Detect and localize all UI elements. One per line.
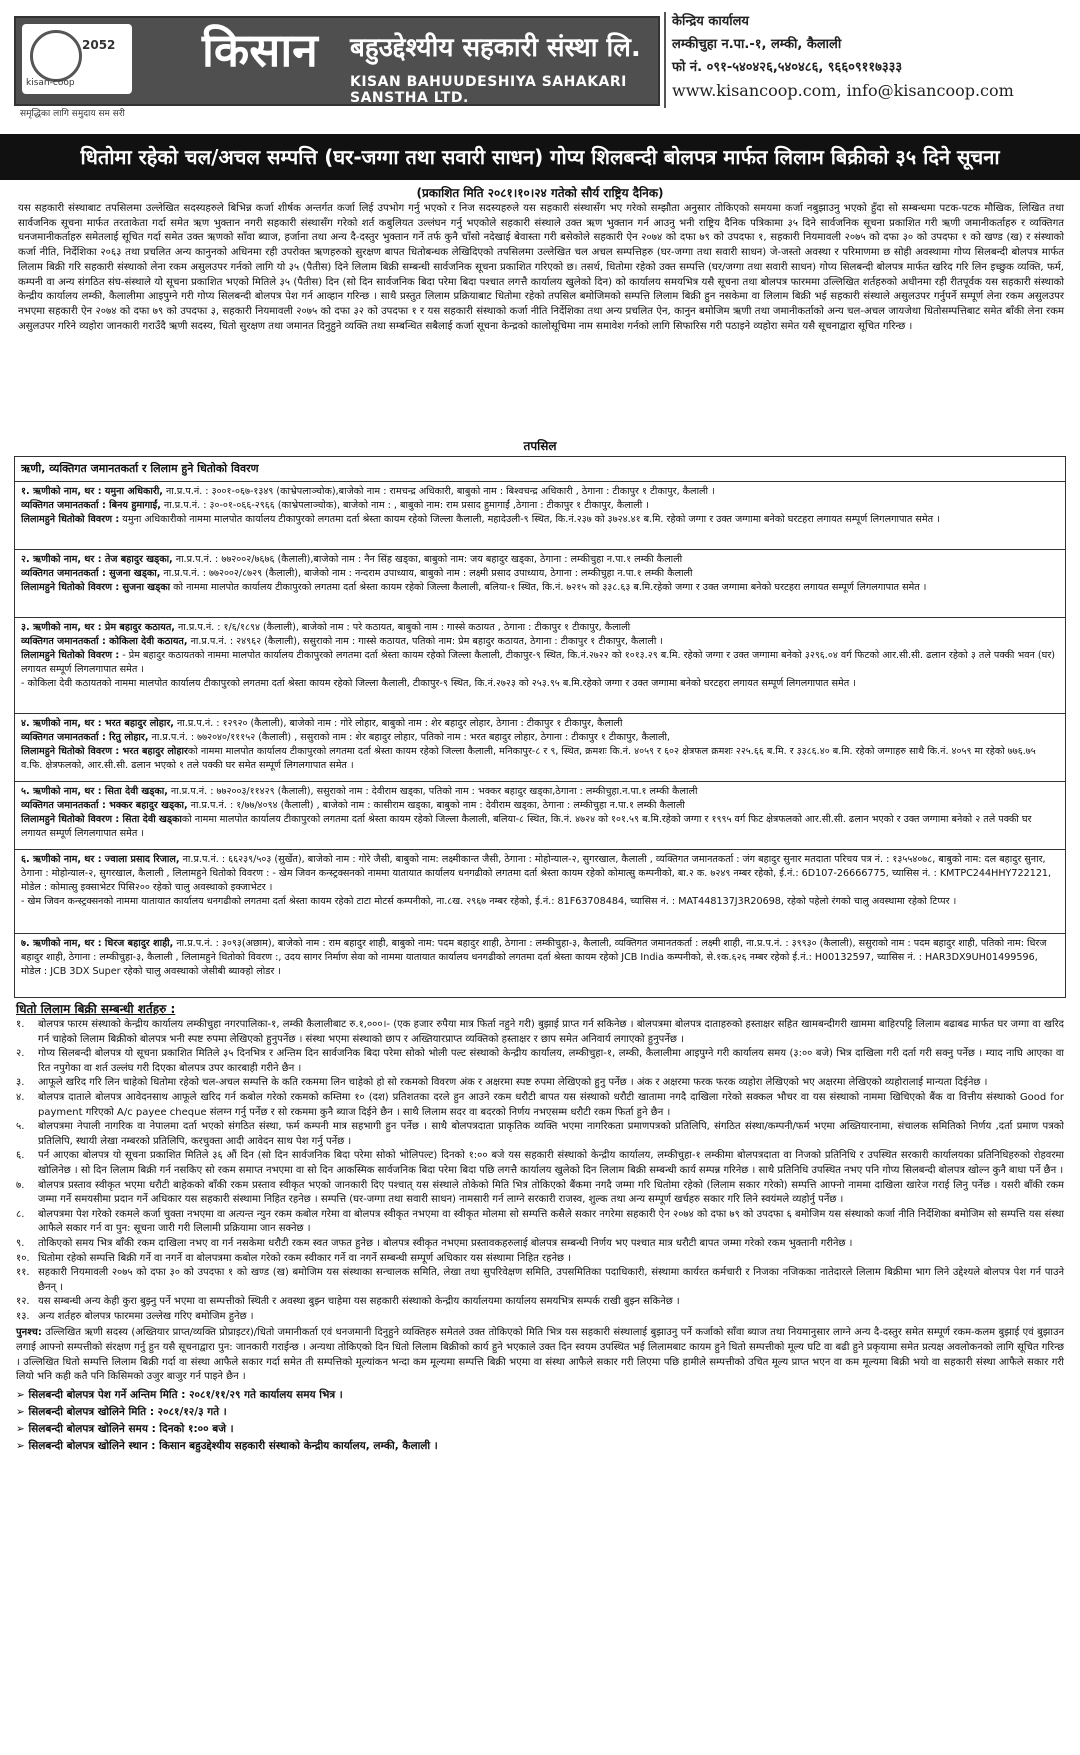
brand-name-devanagari-rest: बहुउद्देश्यीय सहकारी संस्था लि. xyxy=(350,33,641,63)
term-text: धितोमा रहेको सम्पत्ति बिक्री गर्ने वा नगर्ने वा बोलपत्रमा कबोल गरेको रकम स्वीकार गर्ने वा नगर्ने सम्बन्धी सम्पूर्ण अधिकार यस संस्थामा निहित रहनेछ । xyxy=(38,1252,571,1264)
terms-list xyxy=(16,1018,1064,1324)
deadline-item: ➢ सिलबन्दी बोलपत्र पेश गर्ने अन्तिम मिति : २०८१/११/२९ गते कार्यालय समय भित्र । xyxy=(16,1388,343,1401)
table-heading: ऋणी, व्यक्तिगत जमानतकर्ता र लिलाम हुने धितोको विवरण xyxy=(15,457,1065,482)
term-number: ४. xyxy=(16,1091,25,1103)
term-number: १. xyxy=(16,1019,25,1030)
term-text: बोलपत्रमा नेपाली नागरिक वा नेपालमा दर्ता भएको संगठित संस्था, फर्म कम्पनी मात्र सहभागी हुन पर्नेछ । साथै बोलपत्रदाता प्राकृतिक व्यक्ति भएमा नागरिकता प्रमाणपत्रको प्रतिलिपि, संगठित संस्था/कम्पनी/फर्म भएमा अख्तियारनामा, संचालक समितिको निर्णय ,दर्ता प्रमाण पत्रको प्रतिलिपि, स्थायी लेखा नम्बरको प्रतिलिपि, करचुक्ता आदी आवेदन साथ पेश गर्नु पर्नेछ । xyxy=(38,1121,1064,1147)
entry-line-label: ७. ऋणीको नाम, थर : धिरज बहादुर शाही, xyxy=(21,938,174,949)
entry-line-label: व्यक्तिगत जमानतकर्ता : सुजना खड्का, xyxy=(21,568,161,579)
entry-line xyxy=(21,499,1059,513)
entry-line xyxy=(21,567,1059,581)
term-item xyxy=(16,1179,1064,1208)
entry-line-text: को नाममा मालपोत कार्यालय टीकापुरको लगतमा दर्ता श्रेस्ता कायम रहेको जिल्ला कैलाली, बलिया-१ स्थित, कि.नं. ७२१५ को ३३८.६३ ब.मि.रहेको जग्गा र उक्त जग्गामा बनेको घरटहरा लगायत सम्पूर्ण लिगलगापात समेत । xyxy=(170,582,927,593)
term-number: १०. xyxy=(16,1252,30,1264)
entry-line-text: ना.प्र.प.नं. : १/७७/४०९४ (कैलाली) , बाजेको नाम : कासीराम खड्का, बाबुको नाम : देवीराम खड्का, ठेगाना : लम्कीचुहा न.पा.१ लम्की कैलाली xyxy=(187,800,685,811)
term-text: गोप्य सिलबन्दी बोलपत्र यो सूचना प्रकाशित मितिले ३५ दिनभित्र र अन्तिम दिन सार्वजनिक बिदा परेमा सोको भोली पल्ट संस्थाको केन्द्रीय कार्यालय, लम्कीचुहा-१, लम्की, कैलालीमा आइपुग्ने गरी कार्यालय समय (३:०० बजे) भित्र दाखिला गरी दर्ता गरी सक्नु पर्नेछ । म्याद नाघि आएका वा रित नपुगेका वा शर्त उल्लंघ गरी दिएका बोलपत्र उपर कारबाही गरीने छैन । xyxy=(38,1048,1064,1074)
entry-line xyxy=(21,813,1059,841)
term-text: पर्न आएका बोलपत्र यो सूचना प्रकाशित मितिले ३६ औं दिन (सो दिन सार्वजनिक बिदा परेमा सोको भोलिपल्ट) दिनको १:०० बजे यस सहकारी संस्थाको केन्द्रीय कार्यालय, लम्कीचुहा-१ लम्कीमा बोलपत्रदाता वा निजको प्रतिनिधि र उपस्थित सरकारी कार्यालयका प्रतिनिधिहरुको रोहवरमा खोलिनेछ । सो दिन लिलाम बिक्री गर्न नसकिए सो रकम समाप्त नभएमा वा सो दिन आकस्मिक सार्वजनिक बिदा परेमा बिदा पछि लगत्तै कार्यालय खुलेको दिन लिलाम बिक्री सम्बन्धी कार्य सम्पन्न गरिनेछ । साथै प्रतिनिधि उपस्थित नभए पनि गोप्य सिलबन्दी बोलपत्र खोल्न कुनै बाधा पर्ने छैन । xyxy=(38,1150,1064,1176)
entry-line-text: को नाममा मालपोत कार्यालय टीकापुरको लगतमा दर्ता श्रेस्ता कायम रहेको जिल्ला कैलाली, बलिया-८ स्थित, कि.नं. ४७२४ को १०१.५९ ब.मि.रहेको जग्गा र १९९५ वर्ग फिट क्षेत्रफलको आर.सी.सी. ढलान भएको र उक्त जग्गामा बनेको २ तले पक्की घर लगायत सम्पूर्ण लिगलगापात समेत । xyxy=(21,814,1032,839)
term-text: आफूले खरिद गरि लिन चाहेको धितोमा रहेको चल-अचल सम्पत्ति के कति रकममा लिन चाहेको हो सो रकमको विवरण अंक र अक्षरमा स्पष्ट रुपमा लेखिएको हुनु पर्नेछ । अंक र अक्षरमा फरक फरक व्यहोरा लेखिएको भए अक्षरमा लेखिएको व्यहोरालाई मान्यता दिईनेछ । xyxy=(38,1077,988,1089)
entry-line-label: ५. ऋणीको नाम, थर : सिता देवी खड्का, xyxy=(21,786,168,797)
table-row xyxy=(15,782,1065,850)
postscript xyxy=(16,1326,1064,1384)
header-divider xyxy=(664,12,666,108)
term-number: ३. xyxy=(16,1077,25,1089)
entry-line-label: लिलामहुने धितोको विवरण : सिता देवी खड्का xyxy=(21,814,182,825)
term-number: ७. xyxy=(16,1179,25,1191)
tagline: समृद्धिका लागि समुदाय सम सरी xyxy=(20,109,125,119)
deadline-item: ➢ सिलबन्दी बोलपत्र खोलिने स्थान : किसान बहुउद्देश्यीय सहकारी संस्थाको केन्द्रीय कार्यालय, लम्की, कैलाली । xyxy=(16,1439,438,1452)
entry-line-label: व्यक्तिगत जमानतकर्ता : भक्कर बहादुर खड्का, xyxy=(21,800,188,811)
entry-line xyxy=(21,635,1059,649)
term-item xyxy=(16,1076,1064,1091)
entry-line-text: - खेम जिवन कन्स्ट्रक्सनको नाममा यातायात कार्यालय धनगढीको लगतमा दर्ता श्रेस्ता कायम रहेको टाटा मोटर्स कम्पनीको, ना.८ख. २९६७ नम्बर रहेको, ई.नं.: 81F63708484, च्यासिस नं. : MAT448137J3R20698, रहेको पहेलो रंगको चालु अवस्थामा रहेको टिप्पर । xyxy=(21,896,957,907)
term-item xyxy=(16,1149,1064,1178)
postscript-text: उल्लिखित ऋणी सदस्य (अख्तियार प्राप्त/व्यक्ति प्रोप्राइटर)/धितो जमानीकर्ता एवं धनजमानी दिनुहुने व्यक्तिहरु समेतले उक्त तोकिएको मिति भित्र यस सहकारी संस्थालाई बुझाउनु पर्ने कर्जाको साँवा ब्याज तथा नियमानुसार लाग्ने अन्य दै-दस्तुर समेत सम्पूर्ण रकम-कलम बुझाई एवं बुझाउन लगाई आफ्नो सम्पत्तीको संरक्षण गर्नु हुन यसै सूचनाद्वारा पुन: जानकारी गराईन्छ । अन्यथा तोकिएको दिन धितो लिलाम बिक्रीको कार्य हुने भएकाले उक्त दिन स्वयम उपस्थित भई लिलामबाट कायम हुने धितो सम्पत्तीको मूल्य घटि वा बढी हुने प्रकृयामा समेत प्रत्यक्ष अवलोकनको लागि सूचित गरिन्छ । उल्लिखित धितो सम्पत्ति लिलाम बिक्री गर्दा वा संस्था आफैले सकार गर्दा समेत ती सम्पत्तिको मूल्यांकन भन्दा कम मूल्यमा सम्पत्ति बिक्री भएमा वा संस्था आफैले सकार गरी लिएमा पछि हामीले सम्पत्तीको उचित मूल्य प्राप्त भएन वा कम मूल्यमा बिक्री भयो वा सहकारी संस्था आफैले सकार गरी लियो भनि कही कतै पनि किसिमको उजुर बाजुर गर्न पाइने छैन । xyxy=(16,1327,1065,1383)
entry-line-text: - प्रेम बहादुर कठायतको नाममा मालपोत कार्यालय टीकापुरको लगतमा दर्ता श्रेस्ता कायम रहेको जिल्ला कैलाली, टीकापुर-९ स्थित, कि.नं.२७२२ को १०१३.२९ ब.मि. रहेको जग्गा र उक्त जग्गामा बनेको ३२९६.०४ वर्ग फिटको आर.सी.सी. ढलान रहेको ३ तले पक्की भवन (घर) लगायत सम्पूर्ण लिगलगापात समेत । xyxy=(21,650,1055,675)
deadline-list xyxy=(16,1387,1064,1455)
table-row xyxy=(15,550,1065,618)
entry-line-text: ना.प्र.प.नं. : ७७२००२/८७२९ (कैलाली), बाजेको नाम : नन्दराम उपाध्याय, बाबुको नाम : लक्ष्मी प्रसाद उपाध्याय, ठेगाना : लम्कीचुहा न.पा.१ लम्की कैलाली xyxy=(160,568,693,579)
term-text: बोलपत्र फारम संस्थाको केन्द्रीय कार्यालय लम्कीचुहा नगरपालिका-१, लम्की कैलालीबाट रु.१,०००।- (एक हजार रुपैया मात्र फिर्ता नहुने गरी) बुझाई प्राप्त गर्न सकिनेछ । बोलपत्रमा बोलपत्र दाताहरुको हस्ताक्षर सहित खामबन्दीगरी खाममा बाहिरपट्टि लिलाम बढाबढ मार्फत घर जग्गा वा खरिद गर्न चाहेको लिलाम बिक्रीको बोलपत्र भनी स्पष्ट रुपमा लेखिएको हुनुपर्नेछ । संस्था भएमा संस्थाको छाप र अख्तियारप्राप्त व्यक्तिको हस्ताक्षर र छाप समेत अनिवार्य लगाएको हुनुपर्नेछ । xyxy=(38,1019,1064,1045)
term-number: ८. xyxy=(16,1208,25,1220)
entry-line-text: ना.प्र.प.नं. : २४९६२ (कैलाली), ससुराको नाम : गास्से कठायत, पतिको नाम: प्रेम बहादुर कठायत, ठेगाना : टीकापुर १ टीकापुर, कैलाली । xyxy=(187,636,664,647)
entry-line xyxy=(21,513,1059,527)
entry-line-label: व्यक्तिगत जमानतकर्ता : कोकिला देवी कठायत, xyxy=(21,636,188,647)
entry-line-text: ना.प्र.प.नं. : ७७२००२/७६७६ (कैलाली),बाजेको नाम : नैन सिंह खड्का, बाबुको नाम: जय बहादुर खड्का, ठेगाना : लम्कीचुहा न.पा.१ लम्की कैलाली xyxy=(172,554,683,565)
term-text: बोलपत्रमा पेश गरेको रकमले कर्जा चुक्ता नभएमा वा अत्यन्त न्युन रकम कबोल गरेमा वा बोलपत्र स्वीकृत नभएमा वा स्वीकृत मोलमा सो सम्पत्ति कसैले सकार नगरेमा सहकारी ऐन २०७४ को दफा ७९ को उपदफा ६ बमोजिम यस संस्थाको कर्जा नीति निर्देशिका बमोजिम सो सम्पत्ति यस संस्था आफैले सकार गर्न वा पुन: सूचना जारी गरी लिलामी प्रक्रियामा जान सक्नेछ । xyxy=(38,1208,1064,1235)
entry-line xyxy=(21,785,1059,799)
term-text: यस सम्बन्धी अन्य केही कुरा बुझ्नु पर्ने भएमा वा सम्पत्तीको स्थिती र अवस्था बुझ्न चाहेमा यस सहकारी संस्थाको केन्द्रीय कार्यालयमा कार्यालय समयभित्र सम्पर्क राखी बुझ्न सकिनेछ । xyxy=(38,1296,680,1308)
entry-line xyxy=(21,649,1059,677)
term-number: ६. xyxy=(16,1150,25,1162)
term-item xyxy=(16,1295,1064,1310)
entry-line-label: व्यक्तिगत जमानतकर्ता : बिनय हुमागाईं, xyxy=(21,500,161,511)
entry-line-text: ना.प्र.प.नं. : ६६२३९/५०३ (सुर्खेत), बाजेको नाम : गोरे जैसी, बाबुको नाम: लक्ष्मीकान्त जैसी, ठेगाना : मोहोन्याल-२, सुगरखाल, कैलाली , व्यक्तिगत जमानतकर्ता : जंग बहादुर सुनार मतदाता परिचय पत्र नं. : १३५५४०७८, बाबुको नाम: दल बहादुर सुनार, ठेगाना : मोहोन्याल-२, सुगरखाल, कैलाली , लिलामहुने धितोको विवरण : - खेम जिवन कन्स्ट्रक्सनको नाममा यातायात कार्यालय धनगढीको लगतमा दर्ता श्रेस्ता कायम रहेको कोमात्सु कम्पनीको, बा.२ क. ७२४९ नम्बर रहेको, ई.नं.: 6D107-26666775, च्यासिस नं. : KMTPC244HHY722121, मोडेल : कोमात्सु इक्साभेटर पिसि२०० रहेको चालु अवस्थाको इक्जाभेटर । xyxy=(21,854,1052,893)
entry-line xyxy=(21,745,1059,773)
publication-note: (प्रकाशित मिति २०८१।१०।२४ गतेको सौर्य राष्ट्रिय दैनिक) xyxy=(416,186,664,200)
table-row xyxy=(15,618,1065,714)
entry-line-label: लिलामहुने धितोको विवरण : सुजना खड्का xyxy=(21,582,171,593)
office-address: लम्कीचुहा न.पा.-१, लम्की, कैलाली xyxy=(672,37,842,52)
deadline-item: ➢ सिलबन्दी बोलपत्र खोलिने मिति : २०८१/१२/३ गते । xyxy=(16,1405,227,1418)
term-text: तोकिएको समय भित्र बाँकी रकम दाखिला नभए वा गर्न नसकेमा धरौटी रकम स्वत जफत हुनेछ । बोलपत्र स्वीकृत नभएमा प्रस्तावकहरुलाई बोलपत्र सम्बन्धी निर्णय भए पश्चात मात्र धरौटी बापत जम्मा गरेको रकम भुक्तानी गरीनेछ । xyxy=(38,1237,853,1249)
deadline-item: ➢ सिलबन्दी बोलपत्र खोलिने समय : दिनको १:०० बजे । xyxy=(16,1422,234,1435)
term-item xyxy=(16,1091,1064,1120)
entry-line xyxy=(21,853,1059,895)
header xyxy=(0,0,1080,128)
term-item xyxy=(16,1252,1064,1267)
entry-line xyxy=(21,553,1059,567)
terms-title: धितो लिलाम बिक्री सम्बन्धी शर्तहरु : xyxy=(16,1002,176,1016)
entry-line xyxy=(21,731,1059,745)
term-text: बोलपत्र दाताले बोलपत्र आवेदनसाथ आफूले खरिद गर्न कबोल गरेको रकमको कम्तिमा १० (दश) प्रतिशतका दरले हुन आउने रकम धरौटी बापत यस संस्थाको धरौटी खातामा नगदै दाखिला गरेको सक्कल भौचर वा यस संस्थाको नाममा खिचिएको बैंक वा वित्तीय संस्थाको Good for payment गरिएको A/c payee cheque संलग्न गर्नु पर्नेछ र सो रकममा कुनै ब्याज दिईने छैन । साथै लिलाम सदर वा बदरको निर्णय नभएसम्म धरौटी रकम फिर्ता हुने छैन । xyxy=(38,1091,1064,1118)
table-row xyxy=(15,714,1065,782)
entry-line xyxy=(21,581,1059,595)
entry-line-text: ना.प्र.प.नं. : ३०९३(अछाम), बाजेको नाम : राम बहादुर शाही, बाबुको नाम: पदम बहादुर शाही, ठेगाना : लम्कीचुहा-३, कैलाली, व्यक्तिगत जमानतकर्ता : लक्ष्मी शाही, ना.प्र.प.नं. : ३९९३० (कैलाली), ससुराको नाम : पदम बहादुर शाही, पतिको नाम: धिरज बहादुर शाही, ठेगाना : लम्कीचुहा-३, कैलाली , लिलामहुने धितोको विवरण :, उदय सागर निर्माण सेवा को नाममा यातायात कार्यालय धनगढीको लगतमा दर्ता श्रेस्ता कायम रहेको JCB India कम्पनीको, से.१क.६२६ नम्बर रहेको ई.नं.: H00132597, च्यासिस नं. : HAR3DX9UH01499596, मोडेल : JCB 3DX Super रहेको चालु अवस्थाको जेसीबी ब्याक्हो लोडर । xyxy=(21,938,1047,977)
entry-line-text: ना.प्र.प.नं. : १२९२० (कैलाली), बाजेको नाम : गोरे लोहार, बाबुको नाम : शेर बहादुर लोहार, ठेगाना : टीकापुर १ टीकापुर, कैलाली xyxy=(173,718,623,729)
term-item xyxy=(16,1018,1064,1047)
entry-line-text: ना.प्र.प.नं. : ३०-०१-०६६-२९६६ (काभ्रेपलाञ्चोक), बाजेको नाम : , बाबुको नाम: राम प्रसाद हुमागाईं ,ठेगाना : टीकापुर १ टीकापुर, कैलाली । xyxy=(160,500,649,511)
notice-title: धितोमा रहेको चल/अचल सम्पत्ति (घर-जग्गा तथा सवारी साधन) गोप्य शिलबन्दी बोलपत्र मार्फत लिलाम बिक्रीको ३५ दिने सूचना xyxy=(0,134,1080,180)
term-text: सहकारी नियमावली २०७५ को दफा ३० को उपदफा १ को खण्ड (ख) बमोजिम यस संस्थाका सन्चालक समिति, लेखा तथा सुपरिवेक्षण समिति, उपसमितिका पदाधिकारी, संस्थामा कार्यरत कर्मचारी र निजका नजिकका नातेदारले लिलाम बिक्रीमा भाग लिने उद्देश्यले बोलपत्र पेश गर्न पाउने छैनन् । xyxy=(38,1267,1064,1293)
phone-numbers: फो नं. ०९१-५४०४२६,५४०४८६, ९६६०९११७३३३ xyxy=(672,60,903,75)
table-row xyxy=(15,934,1065,1002)
entry-line-text: को नाममा मालपोत कार्यालय टीकापुरको लगतमा दर्ता श्रेस्ता कायम रहेको जिल्ला कैलाली, मनिकापुर-८ र ९, स्थित, क्रमशः कि.नं. ४०५९ र ६०२ क्षेत्रफल क्रमशः २२५.६६ ब.मि. र ३३८६.४० ब.मि. रहेको जग्गाहरु साथै कि.नं. ४०५९ मा रहेको ७७६.७५ व.फि. क्षेत्रफलको, आर.सी.सी. ढलान भएको १ तले पक्की घर समेत सम्पूर्ण लिगलगापात समेत । xyxy=(21,746,1036,771)
entry-line-label: ४. ऋणीको नाम, थर : भरत बहादुर लोहार, xyxy=(21,718,174,729)
term-item xyxy=(16,1310,1064,1325)
term-item xyxy=(16,1237,1064,1252)
entry-line xyxy=(21,485,1059,499)
entry-line xyxy=(21,799,1059,813)
entry-line-label: लिलामहुने धितोको विवरण : xyxy=(21,650,120,661)
term-item xyxy=(16,1120,1064,1149)
terms-section xyxy=(16,1018,1064,1455)
table-row xyxy=(15,850,1065,934)
entry-line-label: लिलामहुने धितोको विवरण : भरत बहादुर लोहार xyxy=(21,746,188,757)
entry-line-text: ना.प्र.प.नं. : ७७२०४०/१११५२ (कैलाली) , ससुराको नाम : शेर बहादुर लोहार, पतिको नाम : भरत बहादुर लोहार, ठेगाना : टीकापुर १ टीकापुर, कैलाली, xyxy=(148,732,670,743)
entry-line xyxy=(21,895,1059,909)
term-text: बोलपत्र प्रस्ताव स्वीकृत भएमा धरौटी बाहेकको बाँकी रकम प्रस्ताव स्वीकृत भएको जानकारी दिए पश्चात् यस संस्थाले तोकेको मिति भित्र तोकिएको बैंकमा नगदै जम्मा गरि धितोमा रहेको (लिलाम सकार गरेको) सम्पत्ति आफ्नो नाममा दाखिला खारेज गराई लिनु पर्नेछ । यसरी बाँकी रकम जम्मा गर्ने समयसीमा प्रदान गर्ने अधिकार यस सहकारी संस्थामा निहित रहनेछ । सम्पत्ति (घर-जग्गा तथा सवारी साधन) नामसारी गर्न लाग्ने सरकारी राजस्व, शुल्क तथा अन्य सम्पूर्ण खर्चहरु सकार गरि लिने स्वयंमले व्यहोर्नु पर्नेछ । xyxy=(38,1179,1064,1206)
table-row xyxy=(15,482,1065,550)
entries-list xyxy=(15,482,1065,1002)
entry-line-text: यमुना अधिकारीको नाममा मालपोत कार्यालय टीकापुरको लगतमा दर्ता श्रेस्ता कायम रहेको जिल्ला कैलाली, महादेउली-९ स्थित, कि.नं.२३७ को ३७२४.४१ ब.मि. रहेको जग्गा र उक्त जग्गामा बनेको घरटहरा लगायत सम्पूर्ण लिगलगापात समेत । xyxy=(119,514,940,525)
contact-block xyxy=(672,10,1072,102)
entry-line xyxy=(21,677,1059,691)
logo-circle-icon xyxy=(30,30,82,82)
office-label: केन्द्रिय कार्यालय xyxy=(672,14,749,29)
term-number: ५. xyxy=(16,1121,25,1133)
entry-line-label: ३. ऋणीको नाम, थर : प्रेम बहादुर कठायत, xyxy=(21,622,175,633)
entry-line xyxy=(21,717,1059,731)
term-item xyxy=(16,1266,1064,1295)
term-number: ११. xyxy=(16,1267,30,1279)
entry-line-text: ना.प्र.प.नं. : १/६/१८९४ (कैलाली), बाजेको नाम : परे कठायत, बाबुको नाम : गास्से कठायत , ठेगाना : टीकापुर १ टीकापुर, कैलाली xyxy=(174,622,631,633)
intro-paragraph: यस सहकारी संस्थाबाट तपसिलमा उल्लेखित सदस्यहरुले बिभिन्न कर्जा शीर्षक अन्तर्गत कर्जा लिई उपभोग गर्नु भएको र निज सदस्यहरुले यस सहकारी संस्थासँग भए गरेको सम्झौता अनुसार तोकिएको समयमा कर्जा नबुझाउनु भएको हुँदा सो सम्बन्धमा पटक-पटक मौखिक, लिखित तथा सार्वजनिक सूचना मार्फत तरताकेता गर्दा समेत ऋण भुक्तान नगरी सहकारी संस्थासँग गरेको शर्त कबुलियत उल्लंघन गर्नु भएकोले सहकारी संस्थाले उक्त ऋण भुक्तान गर्न आउनु भनी राष्ट्रिय दैनिक पत्रिकामा ३५ दिने सार्वजनिक सूचना प्रकाशित गरी ऋणी जमानीकर्ताहरु र व्यक्तिगत धनजमानीकर्ताहरु समेतलाई सूचित गर्दा समेत उक्त ऋणको साँवा ब्याज, हर्जाना तथा अन्य दै-दस्तुर भुक्तान गर्ने तर्फ कुनै चाँसो नदेखाई बेवास्ता गरी बसेकोले सहकारी ऐन २०७४ को दफा ७९ को उपदफा १, सहकारी नियमावली २०७५ को दफा ३० को उपदफा १ को खण्ड (ख) र संस्थाको कर्जा नीति, निर्देशिका २०६३ तथा प्रचलित अन्य कानुनको अधिनमा रही उपरोक्त ऋणहरुको सुरक्षण बापत धितोबन्धक लेखिदिएको तपसिलमा उल्लेखित चल अचल सम्पत्तिहरु (घर-जग्गा तथा सवारी साधन) जे-जस्तो अवस्था र परिमाणमा छ सोही अवस्थामा गोप्य सिलबन्दी बोलपत्र मार्फत लिलाम बिक्री गरि सहकारी संस्थाको लेना रकम असुलउपर गर्नको लागि यो ३५ (पैतीस) दिने लिलाम बिक्री सम्बन्धी सार्वजनिक सूचना प्रकाशित गरिएको छ। तसर्थ, धितोमा रहेको उक्त सम्पत्ति (घर/जग्गा तथा सवारी साधन) गोप्य सिलबन्दी बोलपत्र मार्फत खरिद गरि लिन इच्छुक व्यक्ति, फर्म, कम्पनी वा अन्य संगठित संघ-संस्थाले यो सूचना प्रकाशित भएको मितिले ३५ (पैतीस) दिन (सो दिन सार्वजनिक बिदा परेमा बिदा पश्चात लगत्तै कार्यालय खुलेको दिन) को कार्यालय समयभित्र यसै सूचना तथा बोलपत्र फारममा उल्लिखित शर्तहरुको अधीनमा रही रीतपूर्वक यस सहकारी संस्थाको केन्द्रीय कार्यालय लम्की, कैलालीमा आइपुग्ने गरी गोप्य सिलबन्दी बोलपत्र पेश गर्न आव्हान गरिन्छ । साथै प्रस्तुत लिलाम प्रक्रियाबाट धितोमा रहेको तपसिल बमोजिमको सम्पत्ति लिलाम बिक्री हुन नसकेमा वा लिलाम बिक्री भई सहकारी संस्थाले असुलउपर गर्नुपर्ने सम्पूर्ण लेना रकम असुलउपर नभएमा सहकारी ऐन २०७४ को दफा ७९ को उपदफा ३, सहकारी नियमावली २०७५ को दफा ३२ को उपदफा १ र यस सहकारी संस्थाको कर्जा नीति निर्देशिका तथा अन्य प्रचलित ऐन, कानुन बमोजिम ऋणी तथा जमानीकर्ताको अन्य चल-अचल जायजेथा धितोसम्पत्तिबाट समेत बाँकी लेना रकम असुलउपर गरिने व्यहोरा जानकारी गराउँदै ऋणी सदस्य, धितो सुरक्षण तथा जमानत दिनुहुने व्यक्ति तथा सम्बन्धित सबैलाई कर्जा सूचना केन्द्रको कालोसूचिमा नाम समावेश गर्नको लागि सिफारिस गरी पठाइने व्यहोरा समेत यसै सूचनाद्वारा सूचित गरिन्छ । xyxy=(18,203,1064,332)
term-number: ९. xyxy=(16,1237,25,1249)
entry-line xyxy=(21,621,1059,635)
term-number: १३. xyxy=(16,1310,30,1322)
logo-year: 2052 xyxy=(82,38,116,52)
schedule-heading: तपसिल xyxy=(523,439,557,453)
term-item xyxy=(16,1047,1064,1076)
entry-line-label: २. ऋणीको नाम, थर : तेज बहादुर खड्का, xyxy=(21,554,173,565)
entry-line-label: व्यक्तिगत जमानतकर्ता : रितु लोहार, xyxy=(21,732,149,743)
postscript-label: पुनश्च: xyxy=(16,1327,42,1339)
entry-line-text: - कोकिला देवी कठायतको नाममा मालपोत कार्यालय टीकापुरको लगतमा दर्ता श्रेस्ता कायम रहेको जिल्ला कैलाली, टीकापुर-९ स्थित, कि.नं.२७२३ को २५३.९५ ब.मि.रहेको जग्गा र उक्त जग्गामा बनेको घरटहरा लगायत सम्पूर्ण लिगलगापात समेत । xyxy=(21,678,856,689)
term-number: १२. xyxy=(16,1296,30,1308)
brand-banner xyxy=(14,16,660,106)
website-email: www.kisancoop.com, info@kisancoop.com xyxy=(672,81,1014,100)
entry-line-text: ना.प्र.प.नं. : ३००१-०६७-१३४९ (काभ्रेपलाञ्चोक),बाजेको नाम : रामचन्द्र अधिकारी, बाबुको नाम : बिश्वचन्द्र अधिकारी , ठेगाना : टीकापुर १ टीकापुर, कैलाली । xyxy=(162,486,715,497)
entry-line xyxy=(21,937,1059,979)
term-item xyxy=(16,1208,1064,1237)
coop-logo xyxy=(22,24,132,94)
entry-line-label: १. ऋणीको नाम, थर : यमुना अधिकारी, xyxy=(21,486,163,497)
brand-name-devanagari: किसान xyxy=(202,23,318,77)
term-text: अन्य शर्तहरु बोलपत्र फारममा उल्लेख गरिए बमोजिम हुनेछ । xyxy=(38,1310,254,1322)
term-number: २. xyxy=(16,1048,25,1060)
logo-caption: kisan-coop xyxy=(26,78,75,88)
entry-line-label: ६. ऋणीको नाम, थर : ज्वाला प्रसाद रिजाल, xyxy=(21,854,180,865)
entry-line-label: लिलामहुने धितोको विवरण : xyxy=(21,514,120,525)
entry-line-text: ना.प्र.प.नं. : ७७२००३/११४२९ (कैलाली), ससुराको नाम : देवीराम खड्का, पतिको नाम : भक्कर बहादुर खड्का,ठेगाना : लम्कीचुहा.न.पा.१ लम्की कैलाली xyxy=(167,786,698,797)
collateral-table xyxy=(14,456,1066,998)
brand-name-english: KISAN BAHUUDESHIYA SAHAKARI SANSTHA LTD. xyxy=(350,74,627,106)
